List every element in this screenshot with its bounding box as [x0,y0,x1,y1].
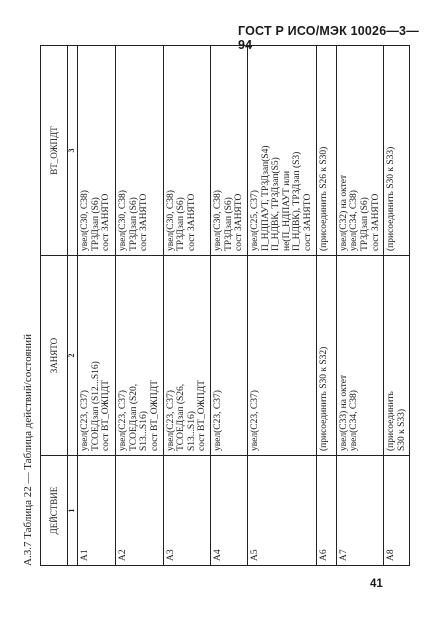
cell-line: ТРЗДзап (S6) [128,197,139,251]
action-cell: A4 [211,456,248,566]
cell-line: увел(С32) на октет [338,174,349,251]
cell-line: не(П_НДПАУТ или [281,170,292,251]
table-row [163,46,211,566]
cell-line: ТРЗДзап (S6) [359,197,370,251]
cell-line: сост ВТ_ОЖПДТ [149,380,160,451]
cell-line: увел(С23, С37) [80,390,90,451]
cell-line: ТСОЕДзап (S20, [128,383,139,451]
wait-state-cell [316,46,336,256]
table-row [316,46,336,566]
busy-state-cell [78,256,116,456]
table-row [336,46,384,566]
rotated-table-block [18,46,407,566]
cell-line: сост ЗАНЯТО [101,193,112,251]
cell-line: (присоединить S30 к S33) [386,146,397,251]
cell-line: (присоединить S30 к S32) [318,346,329,451]
table-header-row [41,46,68,566]
busy-state-cell [211,256,248,456]
cell-line: сост ВТ_ОЖПДТ [197,380,208,451]
wait-state-cell [247,46,316,256]
cell-line: увел(С23, С37) [213,390,223,451]
action-cell: A2 [116,456,164,566]
wait-state-cell [384,46,410,256]
cell-line: сост ЗАНЯТО [370,193,381,251]
cell-line: П_НДПАУТ, ТРЗДзап(S4) [260,145,271,251]
cell-line: увел(С30, С38) [213,190,223,251]
cell-line: увел(С34, С38) [349,390,360,451]
cell-line: увел(С30, С38) [118,190,128,251]
busy-state-cell [316,256,336,456]
cell-line: S13...S16) [139,411,150,451]
column-header-action: ДЕЙСТВИЕ [41,456,68,566]
cell-line: увел(С23, С37) [118,390,128,451]
column-header-busy: ЗАНЯТО [41,256,68,456]
table-row [247,46,316,566]
wait-state-cell [116,46,164,256]
wait-state-cell [336,46,384,256]
column-number: 1 [68,456,78,566]
column-number-row [68,46,78,566]
table-row [78,46,116,566]
cell-line: увел(С30, С38) [165,190,176,251]
cell-line: сост ЗАНЯТО [139,193,150,251]
cell-line: ТСОЕДзап (S26, [176,383,187,451]
cell-line: увел(С23, С37) [165,390,176,451]
table-row [116,46,164,566]
action-cell: A7 [336,456,384,566]
busy-state-cell [116,256,164,456]
busy-state-cell [247,256,316,456]
cell-line: ТРЗДзап (S6) [176,197,187,251]
column-number: 2 [68,256,78,456]
column-number: 3 [68,46,78,256]
table-caption: A.3.7 Таблица 22 — Таблица действий/состояний [22,333,34,566]
action-cell: A5 [247,456,316,566]
cell-line: сост ЗАНЯТО [186,193,197,251]
busy-state-cell [336,256,384,456]
cell-line: (присоединить [386,391,397,451]
cell-line: увел(С23, С37) [249,390,260,451]
wait-state-cell [211,46,248,256]
column-header-wait: ВТ_ОЖПДТ [41,46,68,256]
cell-line: увел(С30, С38) [80,190,90,251]
cell-line: сост ВТ_ОЖПДТ [101,380,112,451]
action-state-table [40,45,410,566]
wait-state-cell [78,46,116,256]
action-cell: A8 [384,456,410,566]
table-row [384,46,410,566]
cell-line: увел(С25, С37) [249,190,260,251]
page-number: 41 [370,578,383,590]
action-cell: A1 [78,456,116,566]
busy-state-cell [384,256,410,456]
cell-line: ТСОЕДзап (S12...S16) [90,361,101,451]
action-cell: A3 [163,456,211,566]
cell-line: П_НДВК), ТРЗДзап (S3) [292,151,303,251]
busy-state-cell [163,256,211,456]
cell-line: ТРЗДзап (S6) [90,197,101,251]
action-cell: A6 [316,456,336,566]
cell-line: (присоединить S26 к S30) [318,146,329,251]
cell-line: увел(С33) на октет [338,374,349,451]
cell-line: сост ЗАНЯТО [234,193,245,251]
cell-line: сост ЗАНЯТО [303,193,313,251]
cell-line: S13...S16) [186,411,197,451]
wait-state-cell [163,46,211,256]
cell-line: П_НДВК, ТРЗДзап(S5) [271,157,282,251]
document-header: ГОСТ Р ИСО/МЭК 10026—3—94 [238,24,419,52]
table-row [211,46,248,566]
cell-line: увел(С34, С38) [349,190,360,251]
cell-line: S30 к S33) [396,408,407,451]
cell-line: ТРЗДзап (S6) [223,197,234,251]
